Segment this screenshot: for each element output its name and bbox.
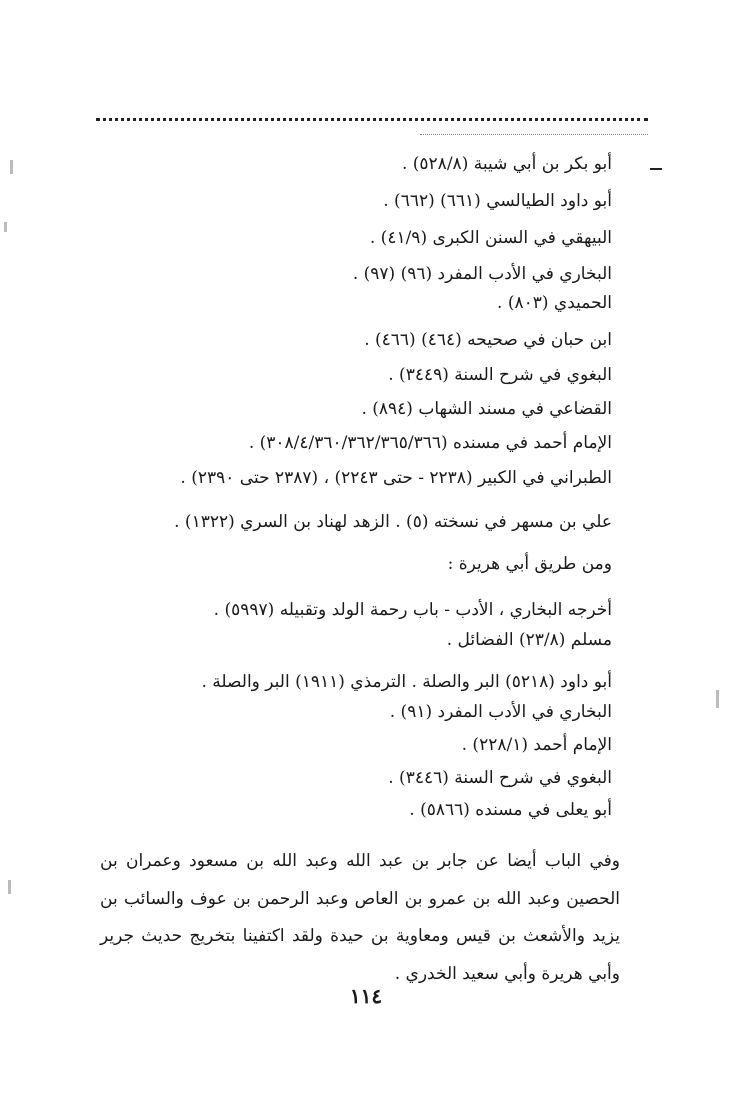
header-dotted-rule-secondary bbox=[420, 134, 648, 135]
left-margin-mark bbox=[8, 880, 11, 894]
margin-dash-mark bbox=[650, 168, 662, 170]
citation-line: أبو بكر بن أبي شيبة (٥٢٨/٨) . bbox=[401, 154, 612, 174]
left-margin-mark bbox=[4, 222, 7, 232]
citation-line: البغوي في شرح السنة (٣٤٤٩) . bbox=[388, 365, 612, 385]
citation-line: أبو داود (٥٢١٨) البر والصلة . الترمذي (١٩١١) البر والصلة . bbox=[201, 672, 612, 692]
citation-line: الطبراني في الكبير (٢٢٣٨ - حتى ٢٢٤٣) ، (٢٣٨٧ حتى ٢٣٩٠) . bbox=[180, 468, 612, 488]
citation-line: ابن حبان في صحيحه (٤٦٤) (٤٦٦) . bbox=[364, 330, 612, 350]
header-dotted-rule bbox=[96, 118, 648, 121]
citation-line: علي بن مسهر في نسخته (٥) . الزهد لهناد بن السري (١٣٢٢) . bbox=[174, 512, 612, 532]
citation-line: الإمام أحمد في مسنده (٣٠٨/٤/٣٦٠/٣٦٢/٣٦٥/٣٦٦) . bbox=[248, 433, 612, 453]
citation-line: أبو يعلى في مسنده (٥٨٦٦) . bbox=[409, 800, 612, 820]
citation-line: البغوي في شرح السنة (٣٤٤٦) . bbox=[388, 768, 612, 788]
citation-line: الحميدي (٨٠٣) . bbox=[497, 293, 612, 313]
section-subheading: ومن طريق أبي هريرة : bbox=[447, 554, 612, 574]
citation-line: البخاري في الأدب المفرد (٩١) . bbox=[389, 702, 612, 722]
page-number: ١١٤ bbox=[349, 984, 383, 1008]
citation-line: أبو داود الطيالسي (٦٦١) (٦٦٢) . bbox=[383, 191, 612, 211]
citation-line: القضاعي في مسند الشهاب (٨٩٤) . bbox=[361, 399, 612, 419]
citation-line: الإمام أحمد (٢٢٨/١) . bbox=[461, 735, 612, 755]
citation-line: البيهقي في السنن الكبرى (٤١/٩) . bbox=[369, 228, 612, 248]
citation-line: أخرجه البخاري ، الأدب - باب رحمة الولد وتقبيله (٥٩٩٧) . bbox=[213, 600, 612, 620]
left-margin-mark bbox=[10, 160, 13, 174]
citation-line: مسلم (٢٣/٨) الفضائل . bbox=[446, 630, 612, 650]
closing-paragraph: وفي الباب أيضا عن جابر بن عبد الله وعبد الله بن مسعود وعمران بن الحصين وعبد الله بن عمرو بن العاص وعبد الرحمن بن عوف والسائب بن يزيد والأشعث بن قيس ومعاوية بن حيدة ولقد اكتفينا بتخريج حديث جرير وأبي هريرة وأبي سعيد الخدري . bbox=[100, 851, 620, 984]
right-margin-mark bbox=[716, 690, 719, 708]
citation-line: البخاري في الأدب المفرد (٩٦) (٩٧) . bbox=[352, 264, 612, 284]
